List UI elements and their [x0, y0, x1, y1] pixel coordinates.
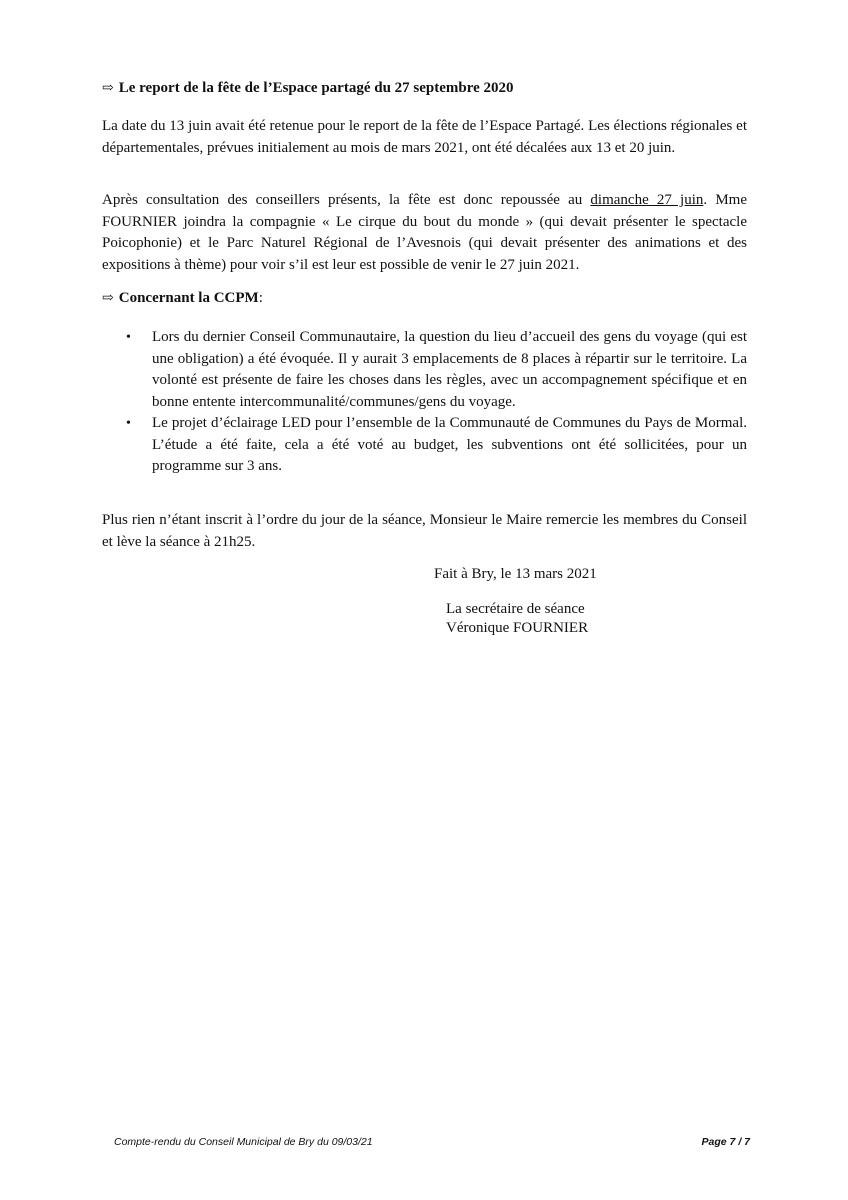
footer-document-title: Compte-rendu du Conseil Municipal de Bry du 09/03/21 — [114, 1136, 373, 1148]
section-title: Le report de la fête de l’Espace partagé du 27 septembre 2020 — [118, 80, 514, 96]
list-item-text: Lors du dernier Conseil Communautaire, la question du lieu d’accueil des gens du voyage (qui est une obligation) a été évoquée. Il y aurait 3 emplacements de 8 places à répartir sur le territoire. La volonté est présente de faire les choses dans les règles, avec un accompagnement spécifique et en bonne entente intercommunalité/communes/gens du voyage. — [152, 329, 747, 410]
underlined-date: dimanche 27 juin — [590, 192, 704, 208]
section-title: Concernant la CCPM — [118, 290, 259, 306]
list-item — [102, 413, 747, 478]
paragraph-closing: Plus rien n’étant inscrit à l’ordre du jour de la séance, Monsieur le Maire remercie les membres du Conseil et lève la séance à 21h25. — [102, 512, 747, 550]
paragraph-consultation — [102, 190, 747, 276]
signature-role: La secrétaire de séance — [446, 601, 585, 617]
page-footer — [114, 1136, 750, 1148]
section-heading-fete — [102, 80, 514, 97]
ccpm-bullet-list — [102, 327, 747, 478]
arrow-right-icon: ⇨ — [102, 81, 114, 96]
signature-place-date: Fait à Bry, le 13 mars 2021 — [434, 566, 597, 582]
page-number: Page 7 / 7 — [701, 1136, 750, 1148]
paragraph-text: Après consultation des conseillers présents, la fête est donc repoussée au — [102, 192, 591, 208]
section-heading-ccpm — [102, 290, 263, 307]
bullet-icon: • — [126, 416, 131, 431]
arrow-right-icon: ⇨ — [102, 291, 114, 306]
paragraph-date-report: La date du 13 juin avait été retenue pour le report de la fête de l’Espace Partagé. Les élections régionales et départementales, prévues initialement au mois de mars 2021, ont été décalées aux 13 et 20 juin. — [102, 118, 747, 156]
paragraph-text: . Mme FOURNIER joindra la compagnie « Le cirque du bout du monde » (qui devait présenter le spectacle Poicophonie) et le Parc Naturel Régional de l’Avesnois (qui devait présenter des animations et des expositions à thème) pour voir s’il est leur est possible de venir le 27 juin 2021. — [102, 192, 747, 273]
bullet-icon: • — [126, 330, 131, 345]
section-title-suffix: : — [258, 290, 263, 306]
signature-name: Véronique FOURNIER — [446, 620, 589, 636]
list-item-text: Le projet d’éclairage LED pour l’ensemble de la Communauté de Communes du Pays de Mormal. L’étude a été faite, cela a été voté au budget, les subventions ont été sollicitées, pour un programme sur 3 ans. — [152, 415, 747, 474]
list-item — [102, 327, 747, 413]
